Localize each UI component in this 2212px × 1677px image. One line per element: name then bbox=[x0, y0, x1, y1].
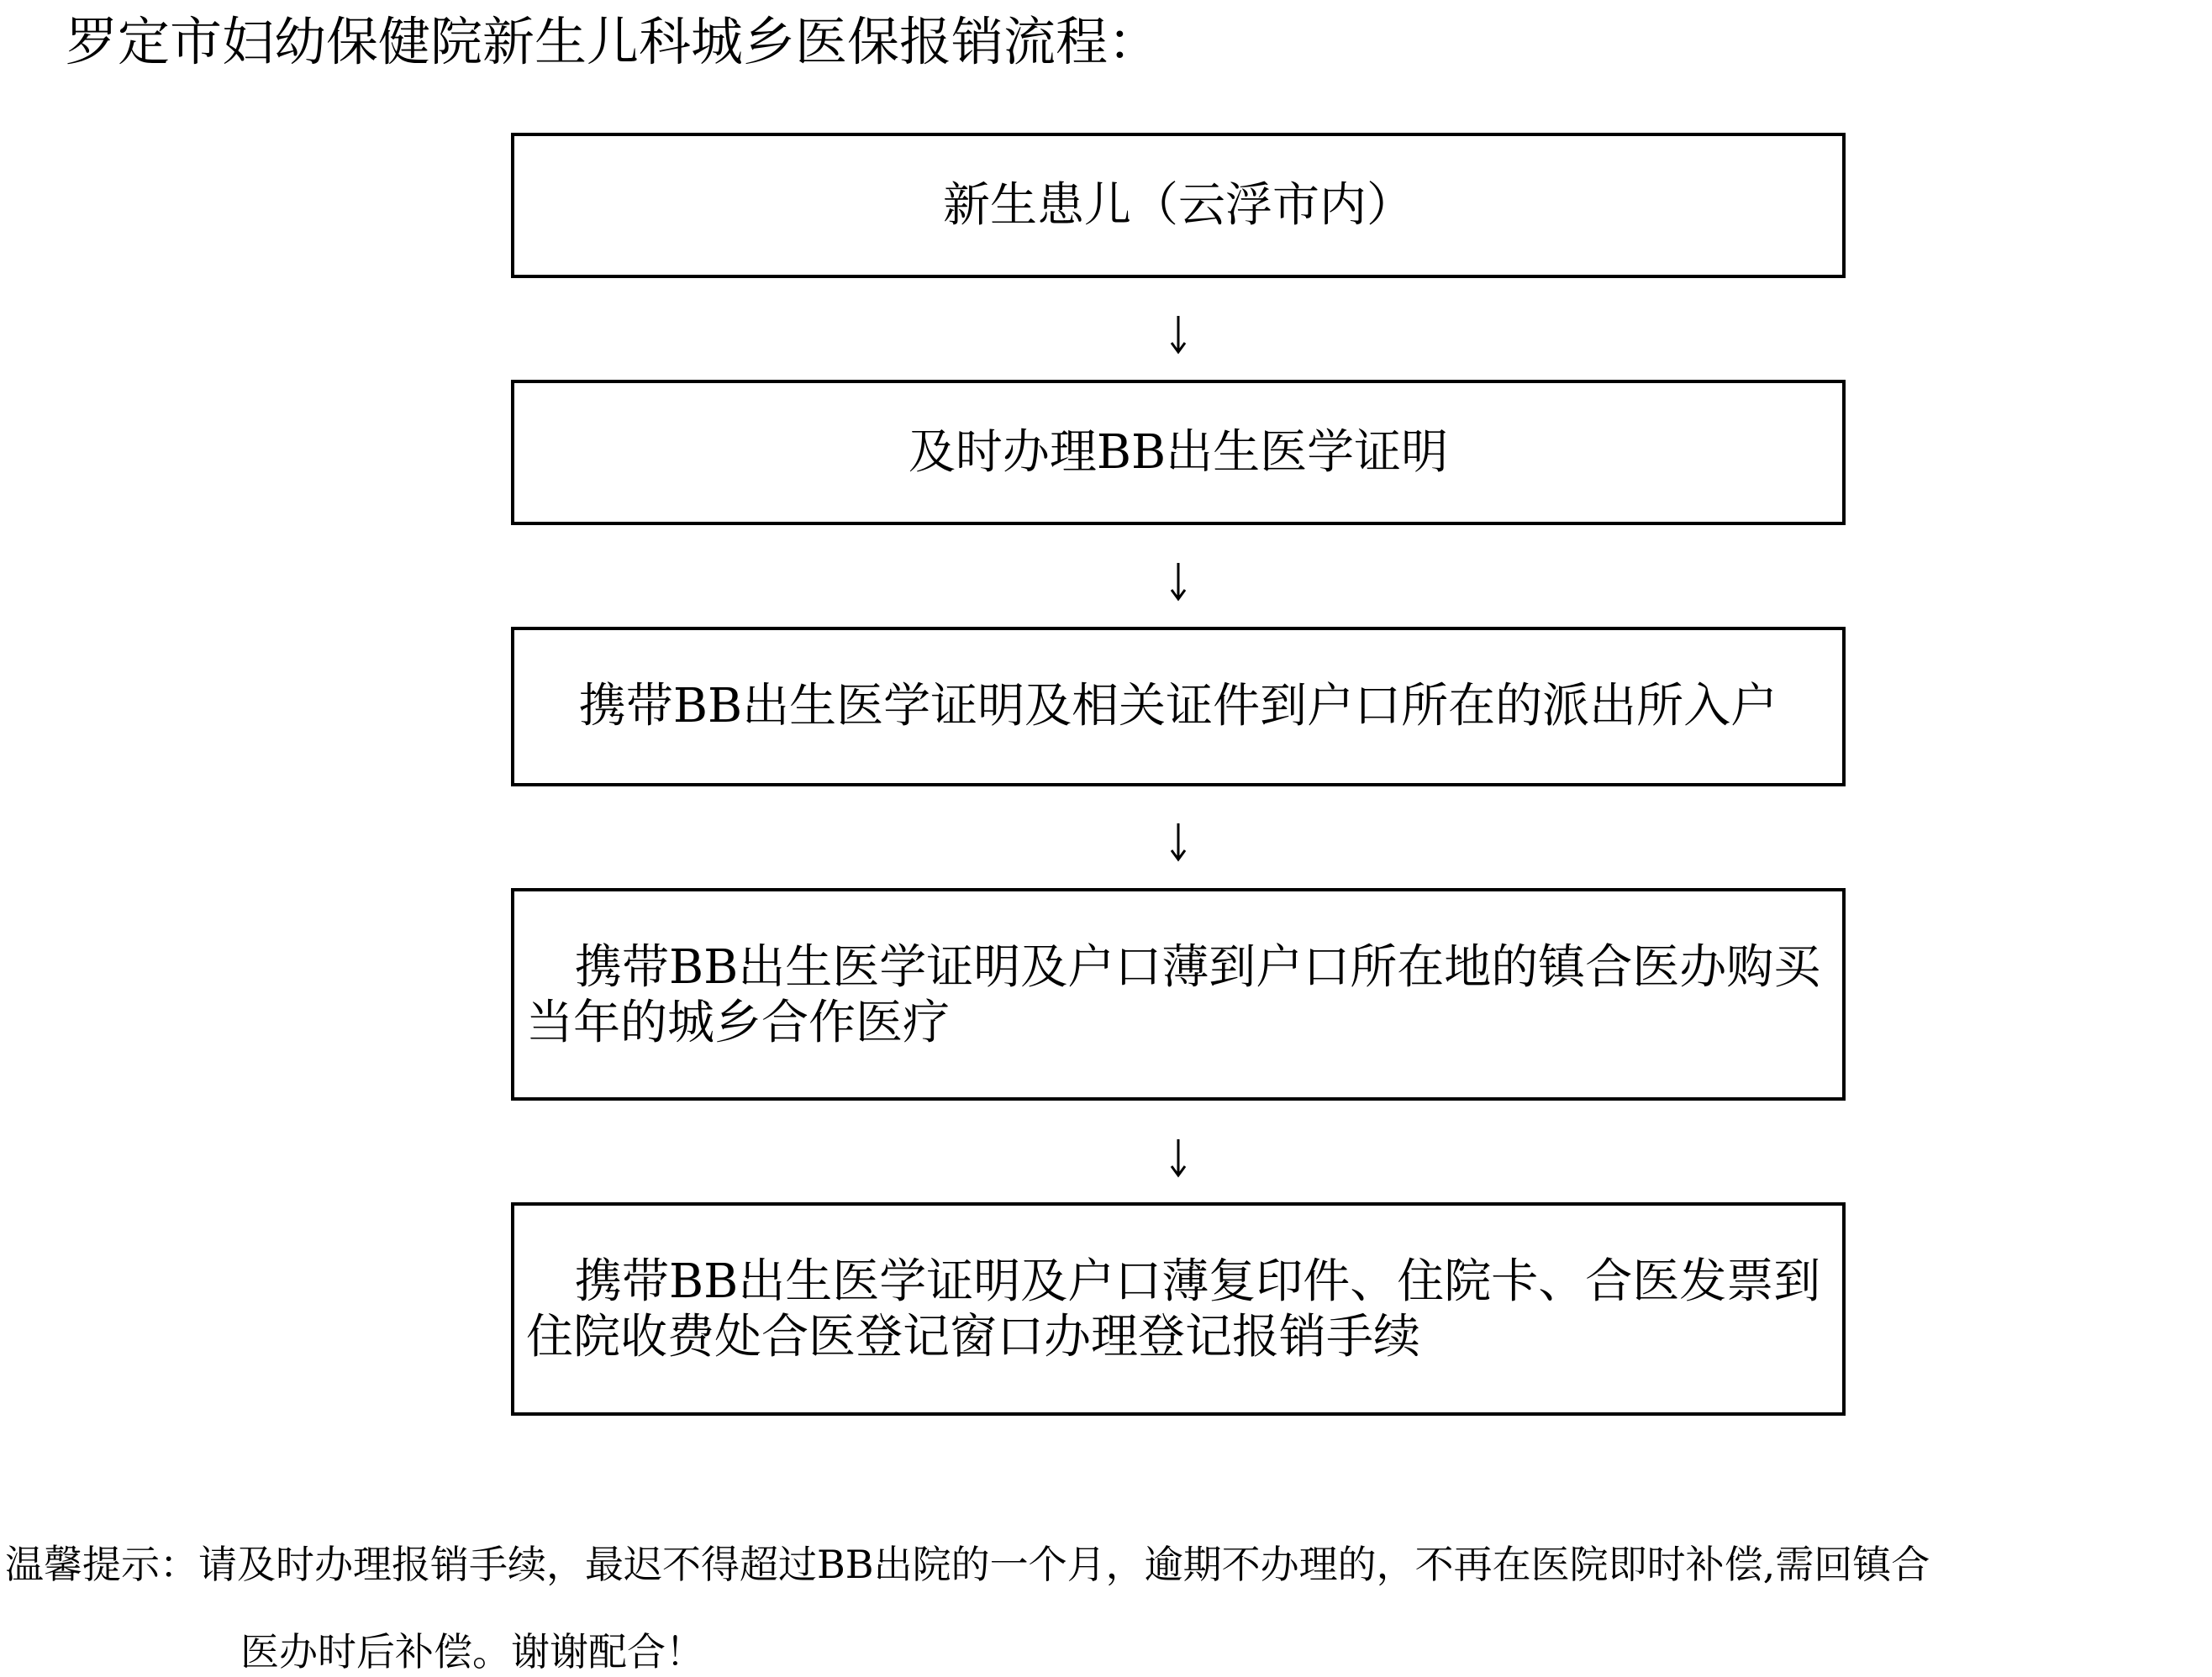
flow-step-4: 携带BB出生医学证明及户口薄到户口所在地的镇合医办购买当年的城乡合作医疗 bbox=[511, 888, 1846, 1101]
flow-step-2: 及时办理BB出生医学证明 bbox=[511, 380, 1846, 525]
reminder-line-2: 医办时后补偿。谢谢配合！ bbox=[240, 1629, 704, 1674]
reminder-line-1: 温馨提示：请及时办理报销手续，最迟不得超过BB出院的一个月，逾期不办理的，不再在医院即时补偿,需回镇合 bbox=[5, 1542, 1930, 1587]
down-arrow-icon bbox=[1166, 561, 1191, 602]
flow-step-5: 携带BB出生医学证明及户口薄复印件、住院卡、合医发票到住院收费处合医登记窗口办理登记报销手续 bbox=[511, 1202, 1846, 1416]
flow-step-3: 携带BB出生医学证明及相关证件到户口所在的派出所入户 bbox=[511, 627, 1846, 786]
flow-step-1: 新生患儿（云浮市内） bbox=[511, 133, 1846, 278]
down-arrow-icon bbox=[1166, 822, 1191, 862]
down-arrow-icon bbox=[1166, 314, 1191, 355]
down-arrow-icon bbox=[1166, 1138, 1191, 1178]
page-title: 罗定市妇幼保健院新生儿科城乡医保报销流程： bbox=[66, 11, 1161, 72]
